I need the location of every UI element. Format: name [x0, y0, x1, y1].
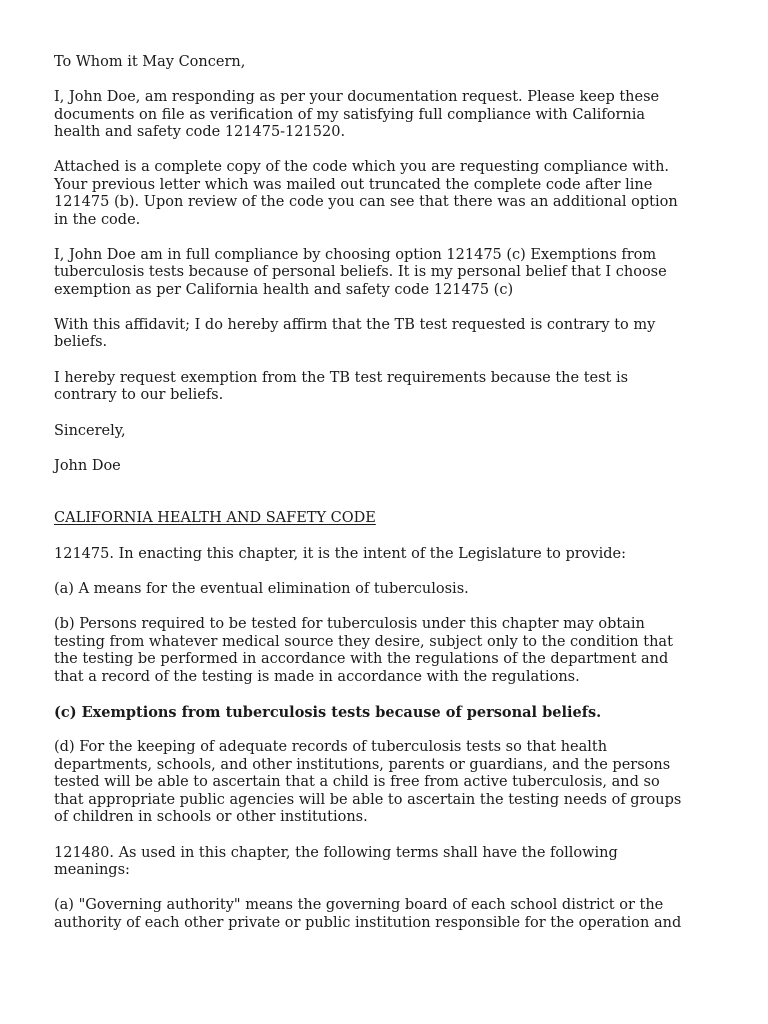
closing: Sincerely,: [54, 423, 126, 439]
code-item-d-line: that appropriate public agencies will be able to ascertain the testing needs of groups: [54, 792, 682, 808]
code-item-b-line: that a record of the testing is made in accordance with the regulations.: [54, 669, 580, 685]
definition-a-line: authority of each other private or public institution responsible for the operation and: [54, 915, 682, 931]
letter-paragraph-5-line: contrary to our beliefs.: [54, 387, 224, 403]
letter-paragraph-1-line: documents on file as verification of my satisfying full compliance with California: [54, 107, 646, 123]
letter-paragraph-3-line: tuberculosis tests because of personal beliefs. It is my personal belief that I choose: [54, 264, 667, 280]
code-item-b-line: testing from whatever medical source they desire, subject only to the condition that: [54, 634, 673, 650]
letter-paragraph-2-line: 121475 (b). Upon review of the code you can see that there was an additional option: [54, 194, 678, 210]
code-item-b-line: the testing be performed in accordance with the regulations of the department and: [54, 651, 669, 667]
letter-paragraph-3-line: I, John Doe am in full compliance by choosing option 121475 (c) Exemptions from: [54, 247, 657, 263]
letter-paragraph-3-line: exemption as per California health and safety code 121475 (c): [54, 282, 514, 298]
letter-paragraph-5-line: I hereby request exemption from the TB test requirements because the test is: [54, 370, 629, 386]
section-121480-intro-line: meanings:: [54, 862, 130, 878]
code-heading: CALIFORNIA HEALTH AND SAFETY CODE: [54, 510, 376, 526]
code-item-a: (a) A means for the eventual elimination of tuberculosis.: [54, 581, 469, 597]
code-item-d-line: (d) For the keeping of adequate records of tuberculosis tests so that health: [54, 739, 608, 755]
letter-paragraph-2-line: in the code.: [54, 212, 141, 228]
letter-paragraph-1-line: health and safety code 121475-121520.: [54, 124, 346, 140]
code-item-c: (c) Exemptions from tuberculosis tests because of personal beliefs.: [54, 704, 602, 721]
signature-name: John Doe: [54, 458, 121, 474]
section-121480-intro-line: 121480. As used in this chapter, the following terms shall have the following: [54, 845, 618, 861]
code-item-d-line: departments, schools, and other institutions, parents or guardians, and the persons: [54, 757, 671, 773]
letter-paragraph-4-line: With this affidavit; I do hereby affirm that the TB test requested is contrary to my: [54, 317, 656, 333]
salutation: To Whom it May Concern,: [54, 54, 246, 70]
definition-a-line: (a) "Governing authority" means the governing board of each school district or the: [54, 897, 664, 913]
letter-paragraph-2-line: Your previous letter which was mailed out truncated the complete code after line: [54, 177, 653, 193]
section-121475-intro: 121475. In enacting this chapter, it is the intent of the Legislature to provide:: [54, 546, 626, 562]
letter-paragraph-1-line: I, John Doe, am responding as per your documentation request. Please keep these: [54, 89, 660, 105]
letter-paragraph-2-line: Attached is a complete copy of the code which you are requesting compliance with.: [54, 159, 670, 175]
code-item-d-line: tested will be able to ascertain that a child is free from active tuberculosis, and so: [54, 774, 660, 790]
code-item-d-line: of children in schools or other institutions.: [54, 809, 368, 825]
letter-paragraph-4-line: beliefs.: [54, 334, 108, 350]
code-item-b-line: (b) Persons required to be tested for tuberculosis under this chapter may obtain: [54, 616, 645, 632]
